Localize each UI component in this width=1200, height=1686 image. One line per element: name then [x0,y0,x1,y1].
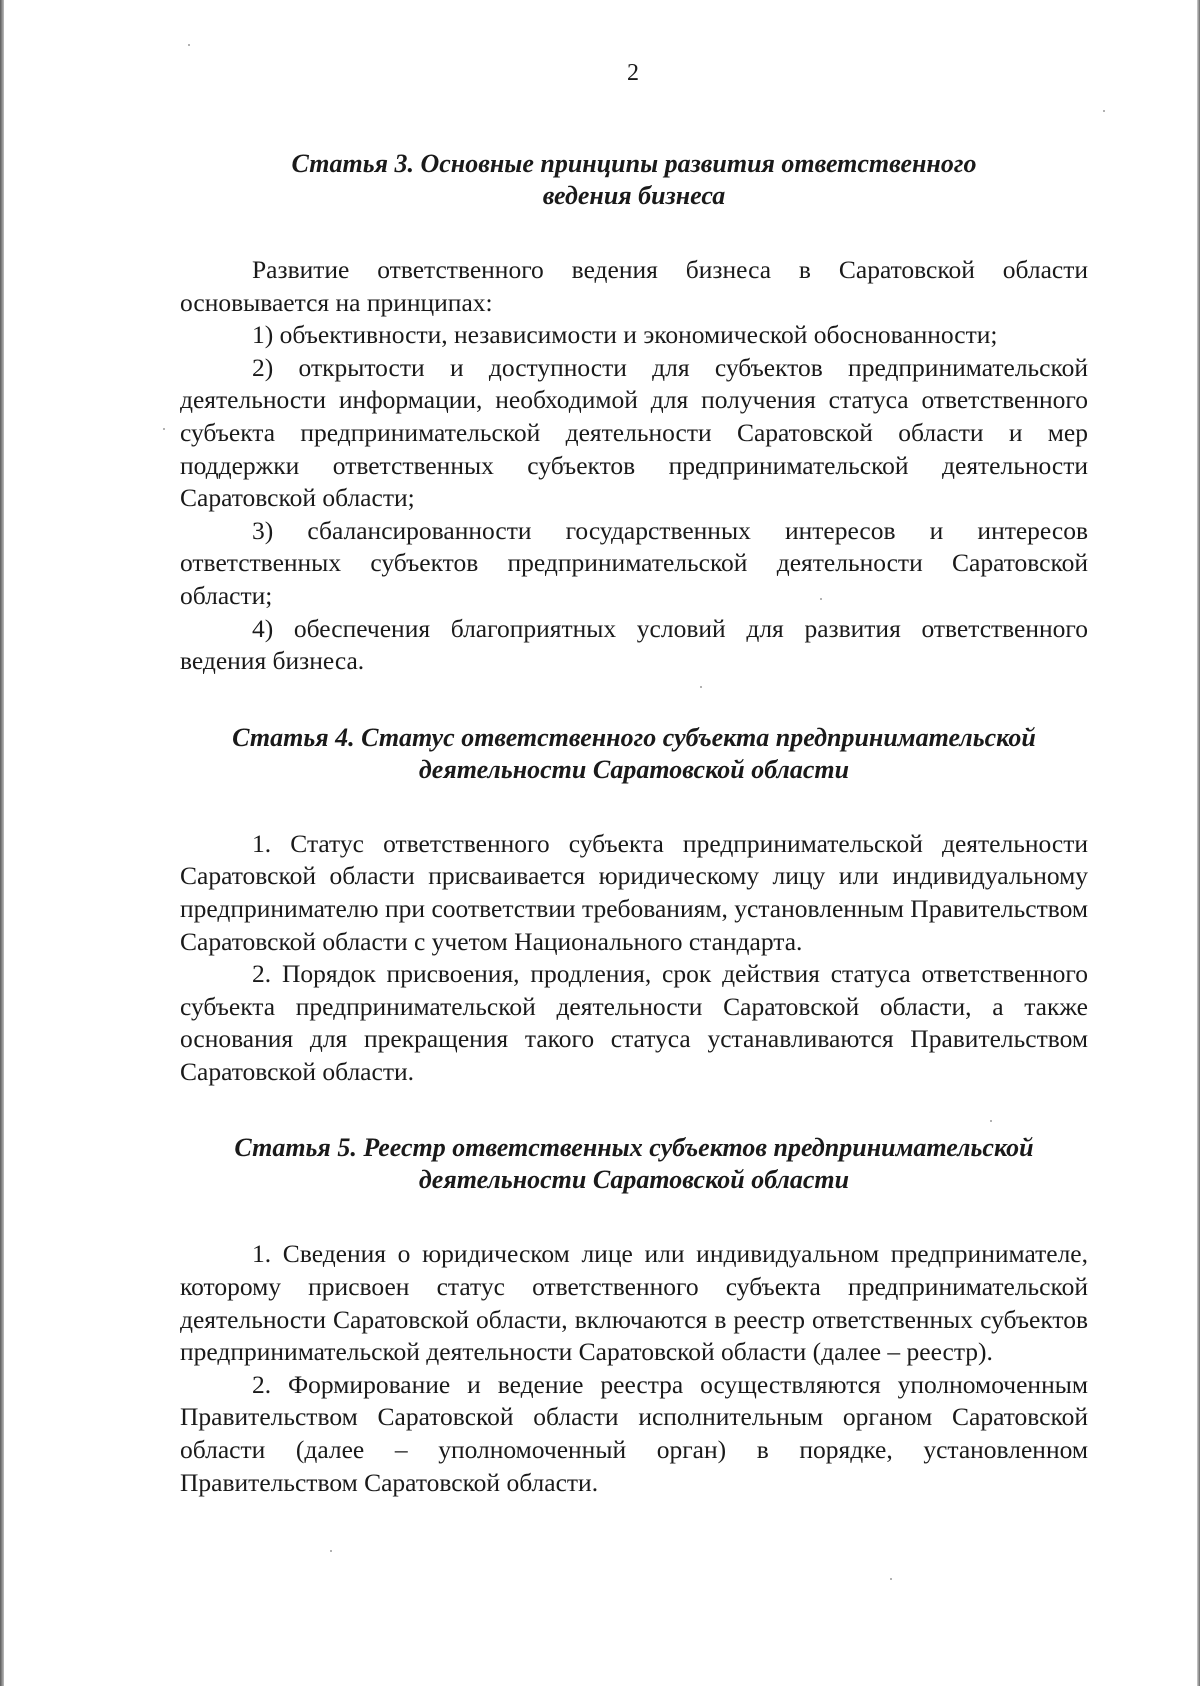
scan-speck [1103,110,1105,112]
paragraph: 2) открытости и доступности для субъектов предпринимательской деятельности информации, необходимой для получения статуса ответственного субъекта предпринимательской деятельности Саратовской области и мер поддержки ответственных субъектов предпринимательской деятельности Саратовской области; [180,352,1088,513]
article-3-title-line-2: ведения бизнеса [542,181,726,210]
paragraph: 2. Порядок присвоения, продления, срок действия статуса ответственного субъекта предпринимательской деятельности Саратовской области, а также основания для прекращения такого статуса устанавливаются Правительством Саратовской области. [180,959,1088,1086]
article-3 [180,148,1088,678]
article-4-title [180,722,1088,786]
page-number: 2 [627,60,639,86]
article-5 [180,1132,1088,1499]
paragraph: 1. Статус ответственного субъекта предпринимательской деятельности Саратовской области присваивается юридическому лицу или индивидуальному предпринимателю при соответствии требованиям, установленным Правительством Саратовской области с учетом Национального стандарта. [180,828,1088,956]
paragraph: 4) обеспечения благоприятных условий для развития ответственного ведения бизнеса. [180,613,1088,676]
paragraph: Развитие ответственного ведения бизнеса в Саратовской области основывается на принципах: [180,255,1088,317]
section-gap [180,1088,1088,1132]
scan-speck [330,1550,332,1552]
paragraph: 2. Формирование и ведение реестра осуществляются уполномоченным Правительством Саратовской области исполнительным органом Саратовской области (далее – уполномоченный орган) в порядке, установленном Правительством Саратовской области. [180,1369,1088,1497]
article-5-title-line-2: деятельности Саратовской области [418,1165,850,1195]
section-gap [180,678,1088,722]
document-body [180,148,1088,1499]
scan-speck [188,44,190,46]
article-4 [180,722,1088,1089]
paragraph: 1) объективности, независимости и экономической обоснованности; [252,320,998,350]
article-4-title-line-1: Статья 4. Статус ответственного субъекта предпринимательской [232,722,1036,752]
article-5-title [180,1132,1088,1196]
scan-edge-left [0,0,4,1686]
article-4-title-line-2: деятельности Саратовской области [418,754,850,784]
article-3-title [180,148,1088,212]
paragraph: 1. Сведения о юридическом лице или индивидуальном предпринимателе, которому присвоен статус ответственного субъекта предпринимательской деятельности Саратовской области, включаются в реестр ответственных субъектов предпринимательской деятельности Саратовской области (далее – реестр). [180,1239,1088,1367]
article-3-title-line-1: Статья 3. Основные принципы развития ответственного [291,149,977,178]
paragraph: 3) сбалансированности государственных интересов и интересов ответственных субъектов предпринимательской деятельности Саратовской области; [180,515,1088,610]
scan-speck [163,428,165,430]
scan-speck [890,1578,892,1580]
article-5-title-line-1: Статья 5. Реестр ответственных субъектов предпринимательской [234,1133,1034,1163]
